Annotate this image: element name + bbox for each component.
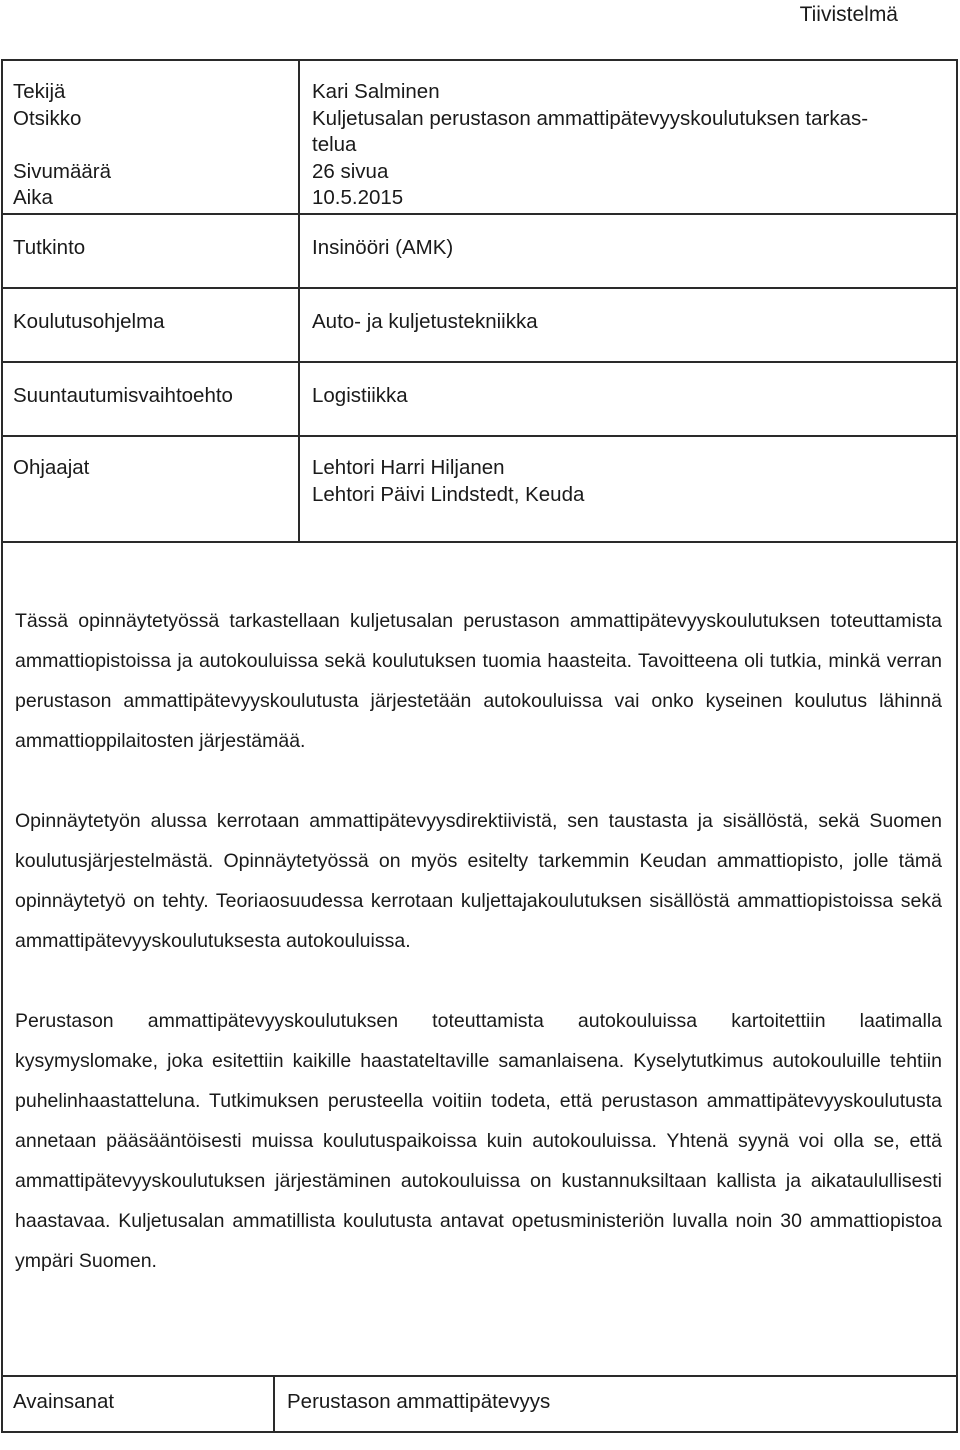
keywords-row [2,1376,957,1432]
meta-labels-cell [2,60,299,214]
abstract-body [3,543,956,1281]
label-avainsanat: Avainsanat [13,1390,115,1413]
value-ohjaaja-1: Lehtori Harri Hiljanen [312,456,505,479]
meta-values-cell [299,60,957,214]
abstract-info-table [1,59,958,1433]
value-koulutusohjelma: Auto- ja kuljetustekniikka [312,310,538,333]
label-ohjaajat: Ohjaajat [13,456,90,479]
label-suuntautumisvaihtoehto: Suuntautumisvaihtoehto [13,384,233,407]
label-tutkinto: Tutkinto [13,236,86,259]
tutkinto-row [2,214,957,288]
abstract-paragraph-3: Perustason ammattipätevyyskoulutuksen toteuttamista autokouluissa kartoitettiin laatimalla kysymyslomake, joka esitettiin kaikille haastateltaville samanlaisena. Kyselytutkimus autokouluille tehtiin puhelinhaastatteluna. Tutkimuksen perusteella voitiin todeta, että perustason ammattipätevyyskoulutusta annetaan pääsääntöisesti muissa koulutuspaikoissa kuin autokouluissa. Yhtenä syynä voi olla se, että ammattipätevyyskoulutuksen järjestäminen autokouluissa on kustannuksiltaan kallista ja aikataulullisesti haastavaa. Kuljetusalan ammatillista koulutusta antavat opetusministeriön luvalla noin 30 ammattiopistoa ympäri Suomen. [15,1010,942,1272]
abstract-row [2,542,957,1376]
label-tekija: Tekijä [13,80,66,103]
value-page-count: 26 sivua [312,159,389,183]
label-sivumaara: Sivumäärä [13,159,111,183]
meta-row [2,60,957,214]
value-ohjaaja-2: Lehtori Päivi Lindstedt, Keuda [312,482,585,506]
value-title-line-1: Kuljetusalan perustason ammattipätevyyskoulutuksen tarkas- [312,106,869,130]
abstract-paragraph-1: Tässä opinnäytetyössä tarkastellaan kuljetusalan perustason ammattipätevyyskoulutuksen toteuttamista ammattiopistoissa ja autokouluissa sekä koulutuksen tuomia haasteita. Tavoitteena oli tutkia, minkä verran perustason ammattipätevyyskoulutusta järjestetään autokouluissa vai onko kyseinen koulutus lähinnä ammattioppilaitosten järjestämää. [15,610,942,752]
ohjaajat-row [2,436,957,542]
value-title-line-2: telua [312,133,357,156]
value-avainsanat: Perustason ammattipätevyys [287,1390,551,1413]
abstract-paragraph-2: Opinnäytetyön alussa kerrotaan ammattipätevyysdirektiivistä, sen taustasta ja sisällöstä, sekä Suomen koulutusjärjestelmästä. Opinnäytetyössä on myös esitelty tarkemmin Keudan ammattiopisto, jolle tämä opinnäytetyö on tehty. Teoriaosuudessa kerrotaan kuljettajakoulutuksen sisällöstä ammattiopistoissa sekä ammattipätevyyskoulutuksesta autokouluissa. [15,810,942,952]
label-otsikko: Otsikko [13,106,82,130]
value-author: Kari Salminen [312,80,440,103]
label-koulutusohjelma: Koulutusohjelma [13,310,165,333]
value-suuntautumisvaihtoehto: Logistiikka [312,384,408,407]
abstract-cell [2,542,957,1376]
koulutusohjelma-row [2,288,957,362]
page-header: Tiivistelmä [799,3,898,26]
value-date: 10.5.2015 [312,186,404,209]
label-aika: Aika [13,186,53,209]
value-tutkinto: Insinööri (AMK) [312,236,454,259]
suuntautumisvaihtoehto-row [2,362,957,436]
label-spacer [13,132,298,159]
